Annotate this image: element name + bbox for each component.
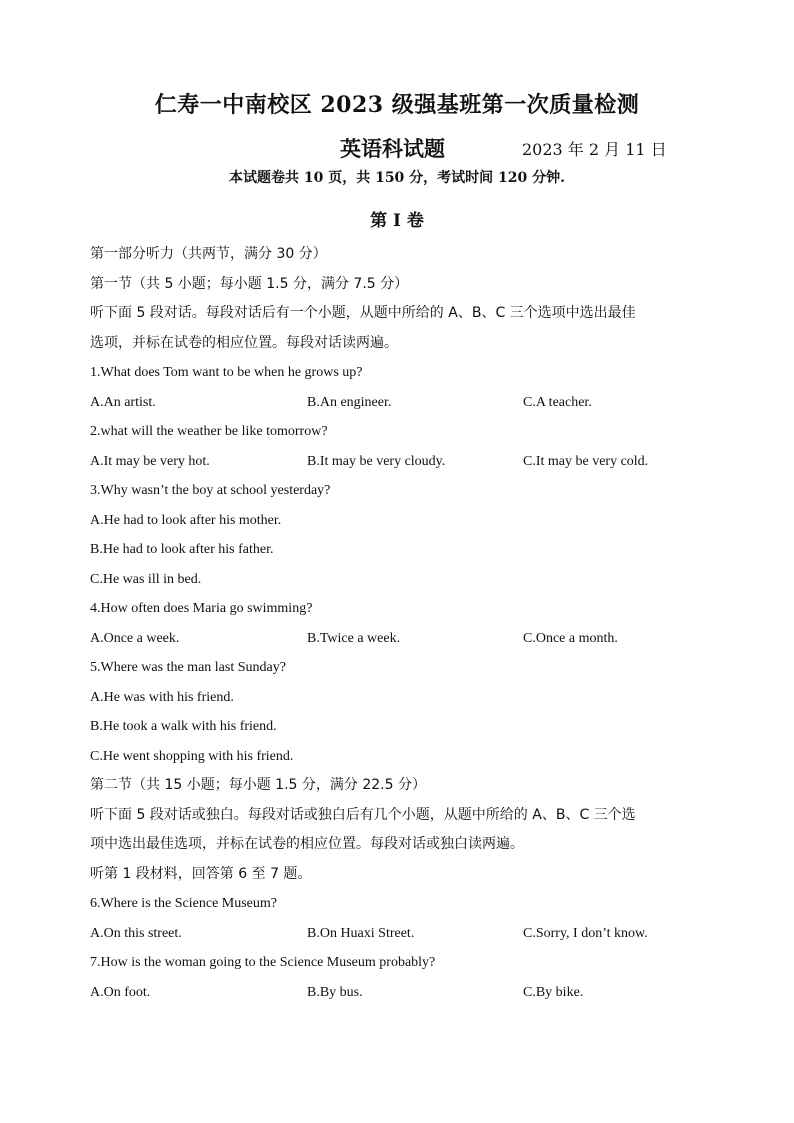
option-a: A.He had to look after his mother. xyxy=(90,512,282,528)
question-stem: 4.How often does Maria go swimming? xyxy=(90,601,313,616)
exam-subtitle: 英语科试题 xyxy=(340,136,445,161)
question-stem: 6.Where is the Science Museum? xyxy=(90,896,277,911)
section1-instructions-2: 选项，并标在试卷的相应位置。每段对话读两遍。 xyxy=(90,334,398,351)
section1-instructions-1: 听下面 5 段对话。每段对话后有一个小题，从题中所给的 A、B、C 三个选项中选出最佳 xyxy=(90,305,636,321)
option-b: B.It may be very cloudy. xyxy=(307,453,446,469)
option-row xyxy=(90,447,710,477)
subtitle-row xyxy=(0,133,794,163)
option-a: A.An artist. xyxy=(90,394,156,410)
section2-instructions-2: 项中选出最佳选项，并标在试卷的相应位置。每段对话或独白读两遍。 xyxy=(90,836,524,852)
exam-note: 本试题卷共 10 页，共 150 分，考试时间 120 分钟. xyxy=(228,170,566,186)
option-a: A.On this street. xyxy=(90,925,182,941)
option-c: C.A teacher. xyxy=(523,394,592,410)
question-stem: 7.How is the woman going to the Science Museum probably? xyxy=(90,955,436,970)
exam-content xyxy=(90,240,710,1007)
option-b: B.He took a walk with his friend. xyxy=(90,719,277,734)
exam-title: 仁寿一中南校区 2023 级强基班第一次质量检测 xyxy=(154,92,640,118)
option-c: C.By bike. xyxy=(523,984,584,1000)
section2-instructions-1: 听下面 5 段对话或独白。每段对话或独白后有几个小题，从题中所给的 A、B、C 三个选 xyxy=(90,806,636,823)
option-row xyxy=(90,624,710,654)
section2-heading: 第二节（共 15 小题；每小题 1.5 分，满分 22.5 分） xyxy=(90,777,426,793)
option-b: B.By bus. xyxy=(307,984,363,1000)
option-c: C.He was ill in bed. xyxy=(90,571,202,587)
option-a: A.Once a week. xyxy=(90,630,180,646)
option-b: B.On Huaxi Street. xyxy=(307,925,415,941)
option-b: B.An engineer. xyxy=(307,394,392,410)
option-c: C.Sorry, I don’t know. xyxy=(523,925,648,941)
question-stem: 5.Where was the man last Sunday? xyxy=(90,660,286,675)
question-stem: 1.What does Tom want to be when he grows up? xyxy=(90,365,363,380)
option-row xyxy=(90,919,710,949)
option-c: C.He went shopping with his friend. xyxy=(90,748,294,764)
question-stem: 3.Why wasn’t the boy at school yesterday? xyxy=(90,483,331,498)
option-a: A.He was with his friend. xyxy=(90,689,234,705)
part1-heading: 第一部分听力（共两节，满分 30 分） xyxy=(90,246,327,262)
exam-date: 2023 年 2 月 11 日 xyxy=(522,140,667,159)
question-stem: 2.what will the weather be like tomorrow? xyxy=(90,424,328,439)
section1-heading: 第一节（共 5 小题；每小题 1.5 分，满分 7.5 分） xyxy=(90,275,409,292)
option-b: B.He had to look after his father. xyxy=(90,542,274,557)
option-row xyxy=(90,978,710,1008)
option-b: B.Twice a week. xyxy=(307,630,401,646)
option-a: A.It may be very hot. xyxy=(90,453,210,469)
option-c: C.Once a month. xyxy=(523,630,618,646)
material-1-note: 听第 1 段材料，回答第 6 至 7 题。 xyxy=(90,865,312,882)
option-c: C.It may be very cold. xyxy=(523,453,649,469)
option-row xyxy=(90,388,710,418)
volume-label: 第 I 卷 xyxy=(370,211,424,231)
option-a: A.On foot. xyxy=(90,984,151,1000)
